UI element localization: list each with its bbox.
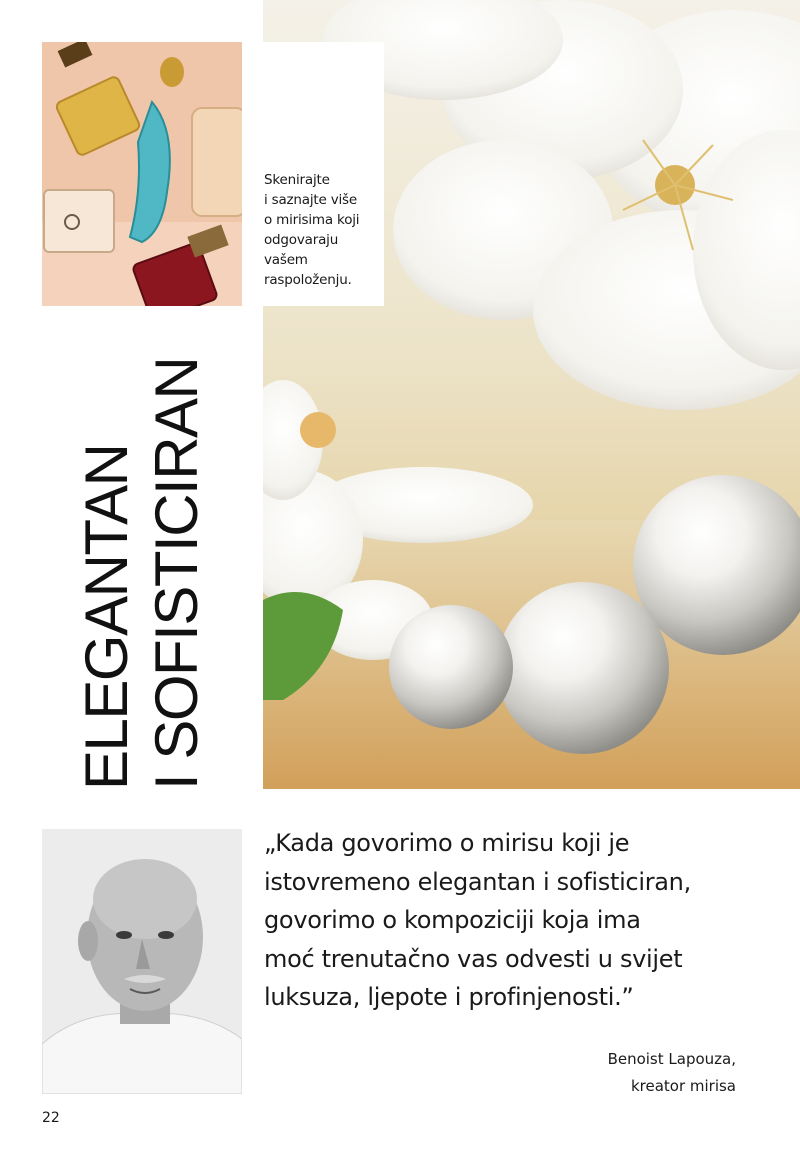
page-number: 22 [42, 1110, 60, 1126]
page-title [72, 358, 222, 790]
quote-attribution [608, 1046, 736, 1100]
title-line-1: ELEGANTAN [73, 444, 140, 790]
scan-caption: Skenirajte i saznajte više o mirisima koji odgovaraju vašem raspoloženju. [264, 172, 360, 288]
attribution-name: Benoist Lapouza, [607, 1050, 736, 1068]
scan-caption-box [254, 42, 384, 306]
perfume-bottles-photo[interactable] [42, 42, 242, 306]
perfumer-portrait [42, 829, 242, 1094]
perfumer-quote: „Kada govorimo o mirisu koji je istovremeno elegantan i sofisticiran, govorimo o kompoziciji koja ima moć trenutačno vas odvesti u svijet luksuza, ljepote i profinjenosti.” [264, 829, 691, 1011]
title-line-2: I SOFISTICIRAN [143, 357, 210, 790]
attribution-role: kreator mirisa [630, 1077, 736, 1095]
